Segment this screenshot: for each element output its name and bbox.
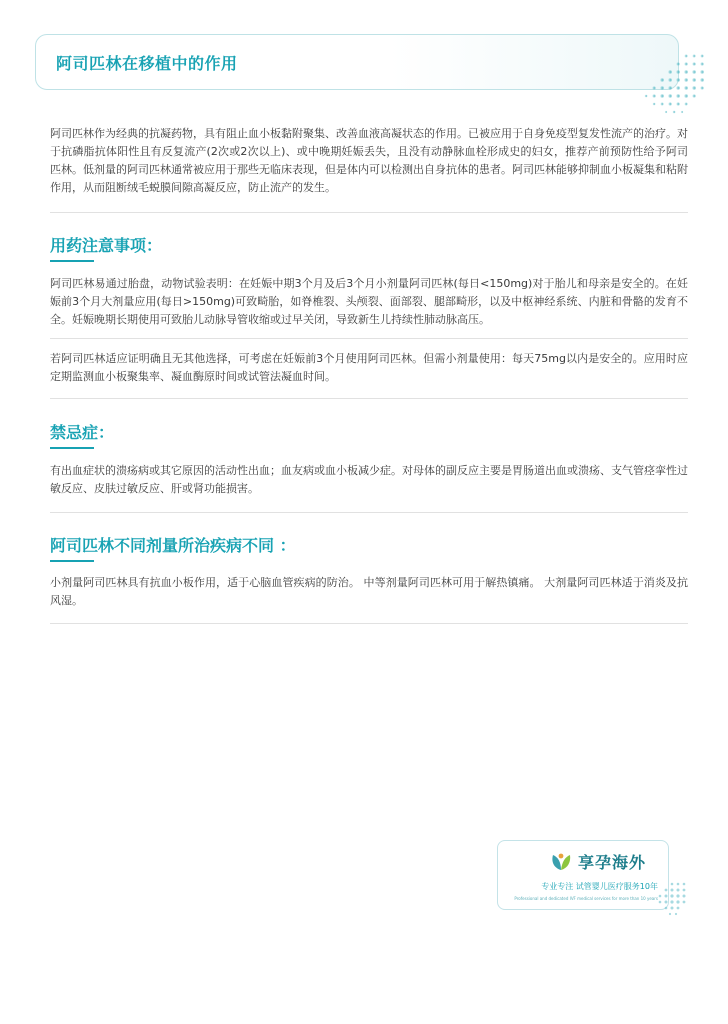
precautions-paragraph-1: 阿司匹林易通过胎盘，动物试验表明：在妊娠中期3个月及后3个月小剂量阿司匹林(每日<150mg)对于胎儿和母亲是安全的。在妊娠前3个月大剂量应用(每日>150mg)可致畸胎，如脊椎裂、头颅裂、面部裂、腿部畸形，以及中枢神经系统、内脏和骨骼的发育不全。妊娠晚期长期使用可致胎儿动脉导管收缩或过早关闭，导致新生儿持续性肺动脉高压。	[50, 277, 688, 326]
decorative-dots-icon	[650, 880, 690, 922]
contraindications-paragraph: 有出血症状的溃疡病或其它原因的活动性出血；血友病或血小板减少症。对母体的副反应主要是胃肠道出血或溃疡、支气管痉挛性过敏反应、皮肤过敏反应、肝或肾功能损害。	[50, 464, 688, 495]
brand-tagline: 专业专注 试管婴儿医疗服务10年	[541, 882, 658, 891]
dosage-heading: 阿司匹林不同剂量所治疾病不同 ：	[50, 536, 296, 555]
precautions-heading-underline	[50, 260, 94, 262]
divider	[50, 623, 688, 624]
dosage-paragraph: 小剂量阿司匹林具有抗血小板作用，适于心脑血管疾病的防治。 中等剂量阿司匹林可用于解热镇痛。 大剂量阿司匹林适于消炎及抗风湿。	[50, 576, 688, 607]
precautions-paragraph-2: 若阿司匹林适应证明确且无其他选择，可考虑在妊娠前3个月使用阿司匹林。但需小剂量使用：每天75mg以内是安全的。应用时应定期监测血小板聚集率、凝血酶原时间或试管法凝血时间。	[50, 352, 688, 383]
title-box	[35, 34, 679, 90]
leaf-logo-icon	[550, 850, 572, 872]
dosage-heading-underline	[50, 560, 94, 562]
precautions-heading: 用药注意事项：	[50, 236, 163, 255]
contraindications-heading-underline	[50, 447, 94, 449]
intro-paragraph: 阿司匹林作为经典的抗凝药物，具有阻止血小板黏附聚集、改善血液高凝状态的作用。已被应用于自身免疫型复发性流产的治疗。对于抗磷脂抗体阳性且有反复流产(2次或2次以上)、或中晚期妊娠丢失，且没有动静脉血栓形成史的妇女，推荐产前预防性给予阿司匹林。低剂量的阿司匹林通常被应用于那些无临床表现，但是体内可以检测出自身抗体的患者。阿司匹林能够抑制血小板凝集和粘附作用，从而阻断绒毛蜕膜间隙高凝反应，防止流产的发生。	[50, 127, 688, 194]
page-title: 阿司匹林在移植中的作用	[56, 54, 238, 73]
decorative-dots-icon	[636, 50, 712, 120]
brand-row	[550, 850, 646, 872]
divider	[50, 512, 688, 513]
divider	[50, 212, 688, 213]
divider	[50, 398, 688, 399]
brand-name: 享孕海外	[578, 852, 647, 872]
brand-badge	[497, 840, 669, 910]
divider	[50, 338, 688, 339]
brand-tagline-en: Professional and dedicated IVF medical services for more than 10 years	[514, 896, 658, 901]
contraindications-heading: 禁忌症：	[50, 423, 115, 442]
